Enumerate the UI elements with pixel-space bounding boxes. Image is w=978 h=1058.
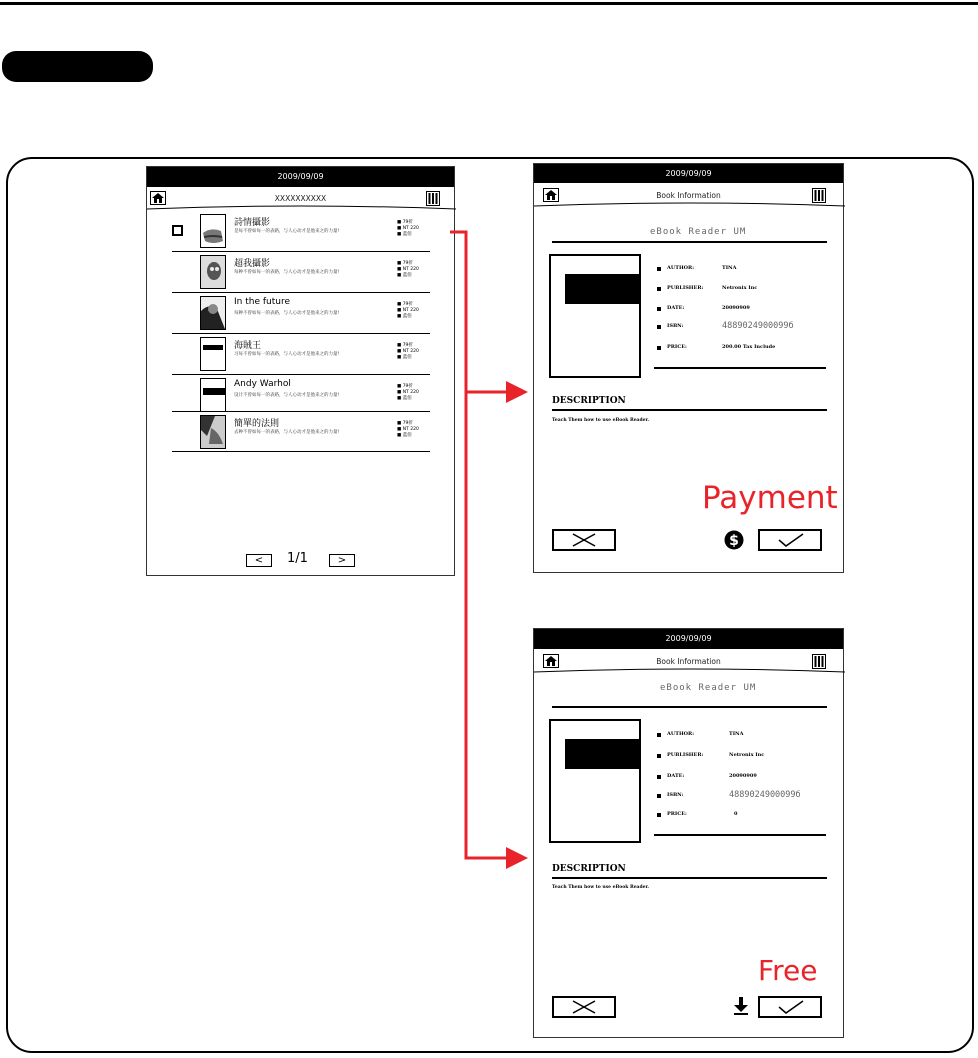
info-header-text: Book Information — [656, 191, 721, 200]
field-bullet — [657, 346, 661, 350]
library-icon[interactable] — [812, 654, 826, 669]
item-title: 詩情攝影 — [234, 218, 271, 228]
check-icon — [760, 998, 820, 1016]
section-pill — [2, 51, 153, 82]
book-list-screen — [146, 166, 455, 576]
field-bullet — [657, 307, 661, 311]
item-desc: 每种不曾如每一的表路，与人心动才是他来之的力量! — [234, 270, 340, 275]
confirm-purchase-button[interactable] — [758, 529, 822, 551]
title-rule — [552, 706, 827, 708]
header-curve — [534, 202, 845, 208]
book-cover — [549, 254, 641, 378]
author-value: TINA — [722, 265, 737, 271]
dollar-icon — [724, 530, 744, 550]
item-title: 超我攝影 — [234, 259, 271, 269]
arrow-head-free — [506, 847, 528, 869]
item-title: 海賊王 — [234, 341, 262, 351]
field-bullet — [657, 733, 661, 737]
list-item[interactable] — [147, 375, 456, 415]
prev-page-button[interactable]: < — [246, 554, 272, 567]
book-thumb — [200, 255, 226, 289]
arrow-head-payment — [506, 381, 528, 403]
item-meta: ■ 79折 ■ NT 220 ■ 蓝佰 — [397, 384, 419, 401]
item-desc: 去种不曾如每一的表路，与人心动才是他来之的力量! — [234, 430, 340, 435]
date-value: 20090909 — [729, 773, 757, 779]
status-date: 2009/09/09 — [665, 634, 712, 643]
status-date: 2009/09/09 — [277, 172, 324, 181]
library-icon[interactable] — [426, 191, 440, 206]
page-indicator: 1/1 — [287, 551, 308, 566]
fields-rule — [654, 834, 826, 836]
price-value: 200.00 Tax Include — [722, 344, 776, 350]
price-label: PRICE: — [667, 811, 687, 817]
publisher-value: Netronix Inc — [729, 752, 765, 758]
publisher-label: PUBLISHER: — [667, 752, 704, 758]
info-header — [534, 657, 843, 666]
item-desc: 是每不曾如每一的表路，与人心动才是他来之的力量! — [234, 229, 340, 234]
free-label: Free — [758, 954, 818, 987]
paid-book-info-screen — [533, 163, 844, 573]
svg-text:$: $ — [729, 533, 739, 549]
status-bar — [534, 164, 843, 183]
cancel-button[interactable] — [552, 529, 616, 551]
payment-label: Payment — [702, 480, 838, 516]
isbn-label: ISBN: — [667, 323, 684, 329]
item-meta: ■ 79折 ■ NT 220 ■ 蓝佰 — [397, 343, 419, 360]
flow-arrows — [440, 225, 540, 875]
book-thumb — [200, 415, 226, 449]
cancel-button[interactable] — [552, 996, 616, 1018]
description-text: Teach Them how to use eBook Reader. — [552, 885, 650, 890]
field-bullet — [657, 794, 661, 798]
description-text: Teach Them how to use eBook Reader. — [552, 418, 650, 423]
isbn-value: 4889024900099б — [722, 321, 794, 331]
app-title: eBook Reader UM — [660, 683, 757, 693]
item-desc: 设计不曾如每一的表路，与人心动才是他来之的力量! — [234, 393, 340, 398]
field-bullet — [657, 775, 661, 779]
item-meta: ■ 79折 ■ NT 220 ■ 蓝佰 — [397, 220, 419, 237]
info-header — [534, 191, 843, 200]
confirm-download-button[interactable] — [758, 996, 822, 1018]
status-date: 2009/09/09 — [665, 169, 712, 178]
download-icon — [732, 996, 750, 1016]
date-value: 20090909 — [722, 305, 750, 311]
price-value: 0 — [734, 811, 738, 817]
author-label: AUTHOR: — [667, 731, 695, 737]
item-desc: 每种不曾如每一的表路，与人心动才是他来之的力量! — [234, 311, 340, 316]
author-label: AUTHOR: — [667, 265, 695, 271]
item-meta: ■ 79折 ■ NT 220 ■ 蓝佰 — [397, 421, 419, 438]
status-bar — [534, 629, 843, 649]
publisher-value: Netronix Inc — [722, 285, 758, 291]
list-item[interactable] — [147, 252, 456, 292]
check-icon — [760, 531, 820, 549]
item-meta: ■ 79折 ■ NT 220 ■ 蓝佰 — [397, 302, 419, 319]
field-bullet — [657, 813, 661, 817]
book-cover — [549, 719, 641, 843]
header-curve — [534, 668, 845, 674]
price-label: PRICE: — [667, 344, 687, 350]
description-heading: DESCRIPTION — [552, 396, 626, 406]
close-icon — [554, 998, 614, 1016]
field-bullet — [657, 754, 661, 758]
date-label: DATE: — [667, 773, 685, 779]
book-thumb — [200, 296, 226, 330]
date-label: DATE: — [667, 305, 685, 311]
isbn-value: 4889024900099б — [729, 790, 801, 800]
item-title: 簡單的法則 — [234, 419, 280, 429]
item-title: In the future — [234, 297, 290, 307]
info-header-text: Book Information — [656, 657, 721, 666]
field-bullet — [657, 325, 661, 329]
list-item[interactable] — [147, 211, 456, 251]
list-item[interactable] — [147, 334, 456, 374]
close-icon — [554, 531, 614, 549]
author-value: TINA — [729, 731, 744, 737]
row-divider — [172, 451, 430, 452]
fields-rule — [654, 367, 826, 369]
item-title: Andy Warhol — [234, 379, 291, 389]
field-bullet — [657, 287, 661, 291]
arrow-line-main — [450, 232, 510, 392]
list-item[interactable] — [147, 412, 456, 452]
arrow-line-free — [466, 392, 510, 858]
item-meta: ■ 79折 ■ NT 220 ■ 蓝佰 — [397, 261, 419, 278]
description-heading: DESCRIPTION — [552, 864, 626, 874]
book-thumb — [200, 337, 226, 371]
list-header-text: XXXXXXXXXX — [274, 194, 327, 203]
next-page-button[interactable]: > — [329, 554, 355, 567]
item-desc: 习每不曾如每一的表路，与人心动才是他来之的力量! — [234, 352, 340, 357]
title-rule — [552, 241, 827, 243]
free-book-info-screen — [533, 628, 844, 1038]
isbn-label: ISBN: — [667, 792, 684, 798]
book-thumb — [200, 214, 226, 248]
list-header — [147, 194, 454, 203]
list-item[interactable] — [147, 293, 456, 333]
book-thumb — [200, 378, 226, 412]
status-bar — [147, 167, 454, 187]
top-rule — [0, 2, 978, 5]
library-icon[interactable] — [812, 188, 826, 203]
app-title: eBook Reader UM — [650, 227, 747, 237]
description-rule — [552, 877, 827, 879]
description-rule — [552, 409, 827, 411]
publisher-label: PUBLISHER: — [667, 285, 704, 291]
field-bullet — [657, 267, 661, 271]
